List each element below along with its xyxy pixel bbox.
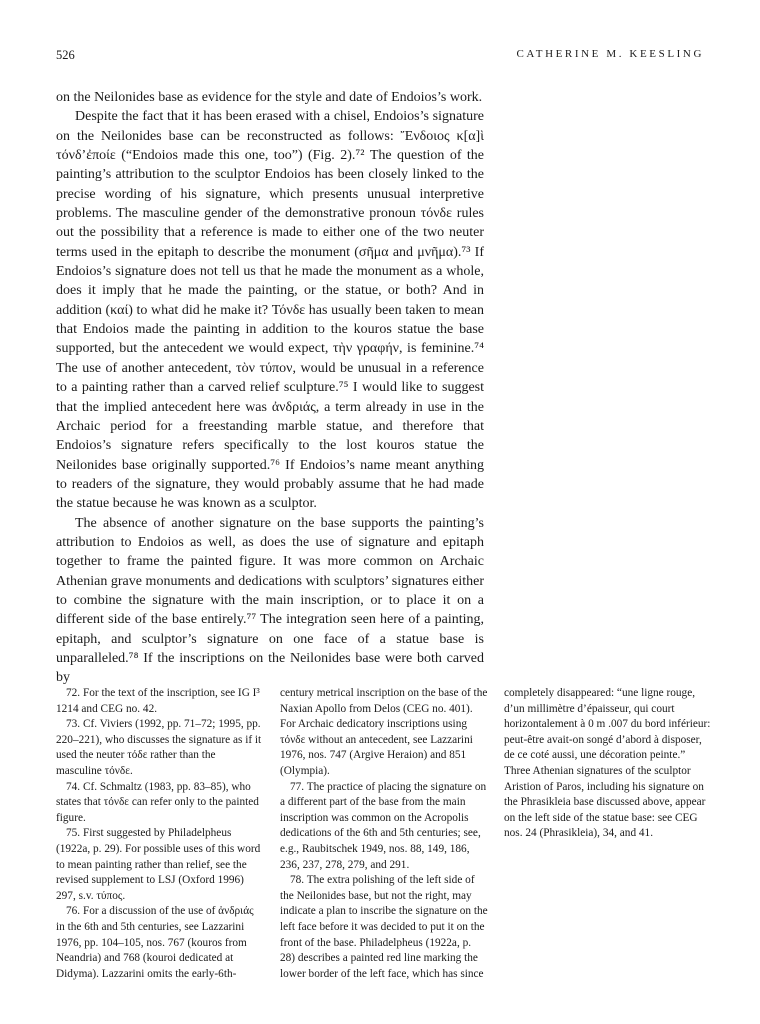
footnote-75: 75. First suggested by Philadelpheus (1922a, p. 29). For possible uses of this word to mean painting rather than relief, see the revised supplement to LSJ (Oxford 1996) 297, s.v. τύπος.	[56, 827, 261, 902]
footnote-72: 72. For the text of the inscription, see IG I³ 1214 and CEG no. 42.	[56, 687, 260, 715]
footnote-77: 77. The practice of placing the signature on a different part of the base from the main inscription was common on the Acropolis dedications of the 6th and 5th centuries; see, e.g., Raubitschek 1949, nos. 88, 149, 186, 236, 237, 278, 279, and 291.	[280, 780, 487, 871]
paragraph: The absence of another signature on the base supports the painting’s attribution to Endoios as well, as does the use of signature and epitaph together to frame the painted figure. It was more common on Archaic Athenian grave monuments and dedications with sculptors’ signatures either to combine the signature with the main inscription, or to place it on a different side of the base entirely.⁷⁷ The integration seen here of a painting, epitaph, and sculptor’s signature on one face of a statue base is unparalleled.⁷⁸ If the inscriptions on the Neilonides base were both carved by	[56, 515, 484, 686]
footnote-74: 74. Cf. Schmaltz (1983, pp. 83–85), who states that τόνδε can refer only to the painted figure.	[56, 780, 259, 824]
page-header	[56, 48, 704, 68]
footnote-78: 78. The extra polishing of the left side of the Neilonides base, but not the right, may indicate a plan to inscribe the signature on the left face before it was decided to put it on the front of the base. Philadelpheus (1922a, p. 28) describes a painted red line marking the lower border of the left face, which has since completely disappeared: “une ligne rouge, d’un millimètre d’épaisseur, qui court horizontalement à 0 m .007 du bord inférieur: peut-être avait-on songé d’abord à disposer, de ce coté aussi, une décoration peinte.” Three Athenian signatures of the sculptor Aristion of Paros, including his signature on the Phrasikleia base discussed above, appear on the left side of the statue base: see CEG nos. 24 (Phrasikleia), 34, and 41.	[280, 687, 711, 980]
footnote-76: 76. For a discussion of the use of ἀνδριάς in the 6th and 5th centuries, see Lazzarini 1976, pp. 104–105, nos. 767 (kouros from Neandria) and 768 (kouroi dedicated at Didyma). Lazzarini omits the early-6th-century metrical inscription on the base of the Naxian Apollo from Delos (CEG no. 401). For Archaic dedicatory inscriptions using τόνδε without an antecedent, see Lazzarini 1976, nos. 747 (Argive Heraion) and 851 (Olympia).	[56, 687, 488, 980]
page-number: 526	[56, 48, 75, 62]
main-text	[56, 88, 484, 688]
footnotes	[56, 686, 712, 990]
paragraph: on the Neilonides base as evidence for the style and date of Endoios’s work.	[56, 90, 483, 105]
paragraph: Despite the fact that it has been erased with a chisel, Endoios’s signature on the Neilonides base can be reconstructed as follows: Ἔνδοιος κ[α]ὶ τόνδ’ἐποίε (“Endoios made this one, too”) (Fig. 2).⁷² The question of the painting’s attribution to the sculptor Endoios has been closely linked to the precise wording of his signature, which presents unusual interpretive problems. The masculine gender of the demonstrative pronoun τόνδε rules out the possibility that a reference is made to either one of the two neuter terms used in the epitaph to describe the monument (σῆμα and μνῆμα).⁷³ If Endoios’s signature does not tell us that he made the monument as a whole, does it imply that he made the painting, or the statue, or both? And in addition (καί) to what did he make it? Τόνδε has usually been taken to mean that Endoios made the painting in addition to the kouros statue the base supported, but the antecedent we would expect, τὴν γραφήν, is feminine.⁷⁴ The use of another antecedent, τὸν τύπον, would be unusual in a reference to a painting rather than a carved relief sculpture.⁷⁵ I would like to suggest that the implied antecedent here was ἀνδριάς, a term already in use in the Archaic period for a freestanding marble statue, and therefore that Endoios’s signature refers specifically to the lost kouros statue the Neilonides base originally supported.⁷⁶ If Endoios’s name meant anything to readers of the signature, they would probably assume that he had made the statue because he was known as a sculptor.	[56, 109, 484, 512]
running-head: CATHERINE M. KEESLING	[516, 48, 704, 60]
footnote-73: 73. Cf. Viviers (1992, pp. 71–72; 1995, pp. 220–221), who discusses the signature as if it used the neuter τόδε rather than the masculine τόνδε.	[56, 718, 262, 777]
